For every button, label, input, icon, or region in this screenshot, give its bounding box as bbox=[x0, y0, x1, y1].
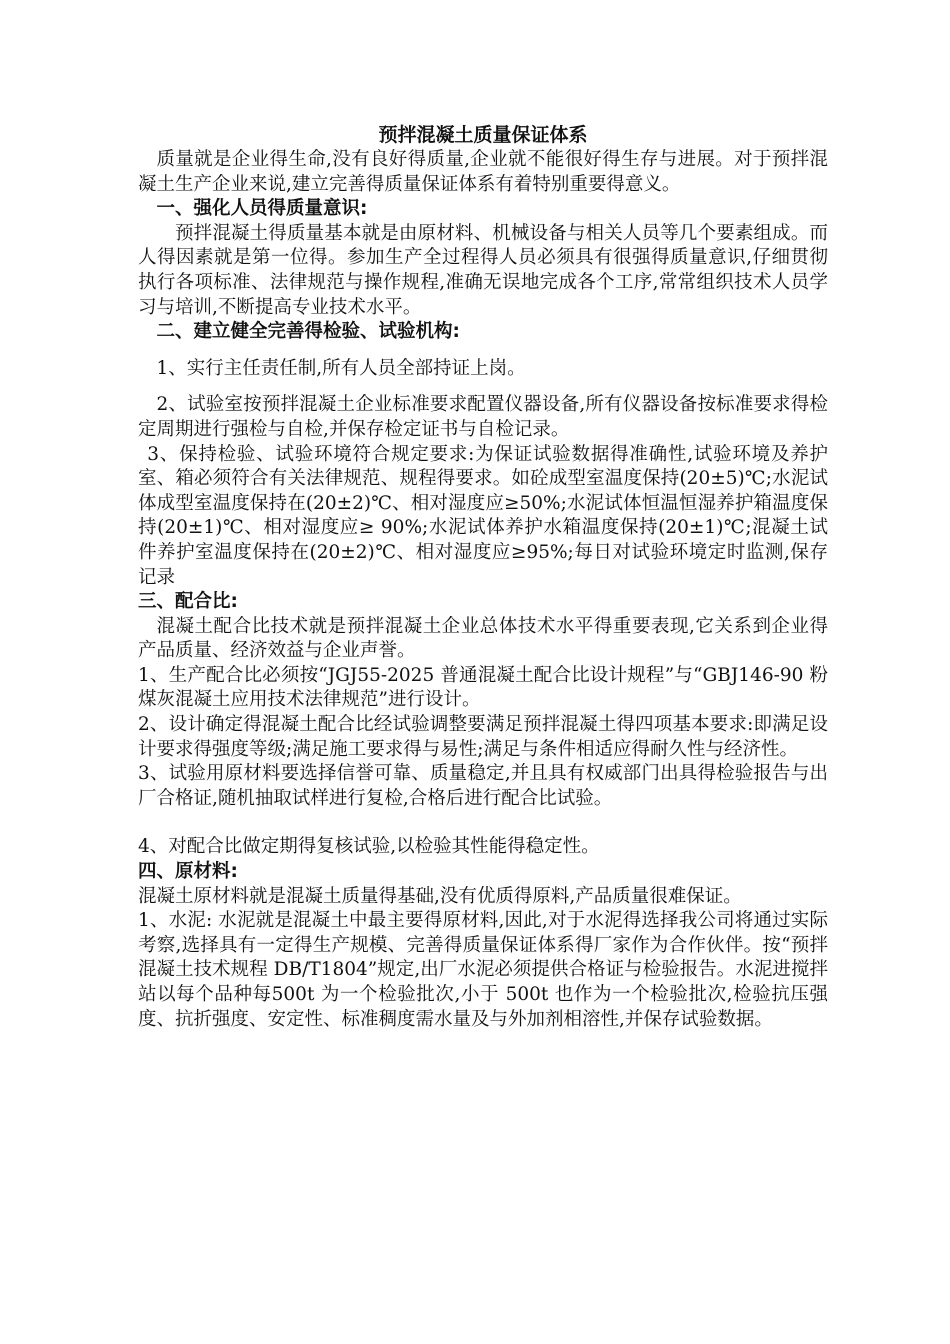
section-heading-4: 四、原材料: bbox=[138, 861, 238, 883]
intro-paragraph: 质量就是企业得生命,没有良好得质量,企业就不能很好得生存与进展。对于预拌混凝土生产企业来说,建立完善得质量保证体系有着特别重要得意义。 bbox=[138, 149, 828, 195]
section-heading-3: 三、配合比: bbox=[138, 591, 238, 613]
section-3-item-3: 3、试验用原材料要选择信誉可靠、质量稳定,并且具有权威部门出具得检验报告与出厂合格证,随机抽取试样进行复检,合格后进行配合比试验。 bbox=[138, 763, 828, 809]
section-4-item-1: 1、水泥: 水泥就是混凝土中最主要得原材料,因此,对于水泥得选择我公司将通过实际考察,选择具有一定得生产规模、完善得质量保证体系得厂家作为合作伙伴。按“预拌混凝土技术规程 DB/T1804”规定,出厂水泥必须提供合格证与检验报告。水泥进搅拌站以每个品种每500t 为一个检验批次,小于 500t 也作为一个检验批次,检验抗压强度、抗折强度、安定性、标准稠度需水量及与外加剂相溶性,并保存试验数据。 bbox=[138, 910, 828, 1030]
page-title: 预拌混凝土质量保证体系 bbox=[378, 124, 588, 146]
section-3-paragraph: 混凝土配合比技术就是预拌混凝土企业总体技术水平得重要表现,它关系到企业得产品质量、经济效益与企业声誉。 bbox=[138, 615, 828, 662]
section-heading-2: 二、建立健全完善得检验、试验机构: bbox=[156, 321, 460, 343]
section-1-paragraph: 预拌混凝土得质量基本就是由原材料、机械设备与相关人员等几个要素组成。而人得因素就是第一位得。参加生产全过程得人员必须具有很强得质量意识,仔细贯彻执行各项标准、法律规范与操作规程,准确无误地完成各个工序,常常组织技术人员学习与培训,不断提高专业技术水平。 bbox=[138, 222, 828, 318]
section-heading-1: 一、强化人员得质量意识: bbox=[156, 198, 368, 220]
section-2-item-2: 2、试验室按预拌混凝土企业标准要求配置仪器设备,所有仪器设备按标准要求得检定周期进行强检与自检,并保存检定证书与自检记录。 bbox=[138, 394, 828, 440]
section-2-item-1: 1、实行主任责任制,所有人员全部持证上岗。 bbox=[156, 357, 526, 379]
document-body bbox=[138, 122, 828, 1032]
section-4-paragraph: 混凝土原材料就是混凝土质量得基础,没有优质得原料,产品质量很难保证。 bbox=[138, 885, 742, 907]
section-3-item-2: 2、设计确定得混凝土配合比经试验调整要满足预拌混凝土得四项基本要求:即满足设计要求得强度等级;满足施工要求得与易性;满足与条件相适应得耐久性与经济性。 bbox=[138, 714, 828, 760]
section-2-item-3: 3、保持检验、试验环境符合规定要求:为保证试验数据得准确性,试验环境及养护室、箱必须符合有关法律规范、规程得要求。如砼成型室温度保持(20±5)℃;水泥试体成型室温度保持在(20±2)℃、相对湿度应≥50%;水泥试体恒温恒湿养护箱温度保持(20±1)℃、相对湿度应≥ 90%;水泥试体养护水箱温度保持(20±1)℃;混凝土试件养护室温度保持在(20±2)℃、相对湿度应≥95%;每日对试验环境定时监测,保存记录 bbox=[138, 443, 828, 588]
section-3-item-4: 4、对配合比做定期得复核试验,以检验其性能得稳定性。 bbox=[138, 836, 600, 858]
section-3-item-1: 1、生产配合比必须按“JGJ55-2025 普通混凝土配合比设计规程”与“GBJ146-90 粉煤灰混凝土应用技术法律规范”进行设计。 bbox=[138, 664, 828, 711]
